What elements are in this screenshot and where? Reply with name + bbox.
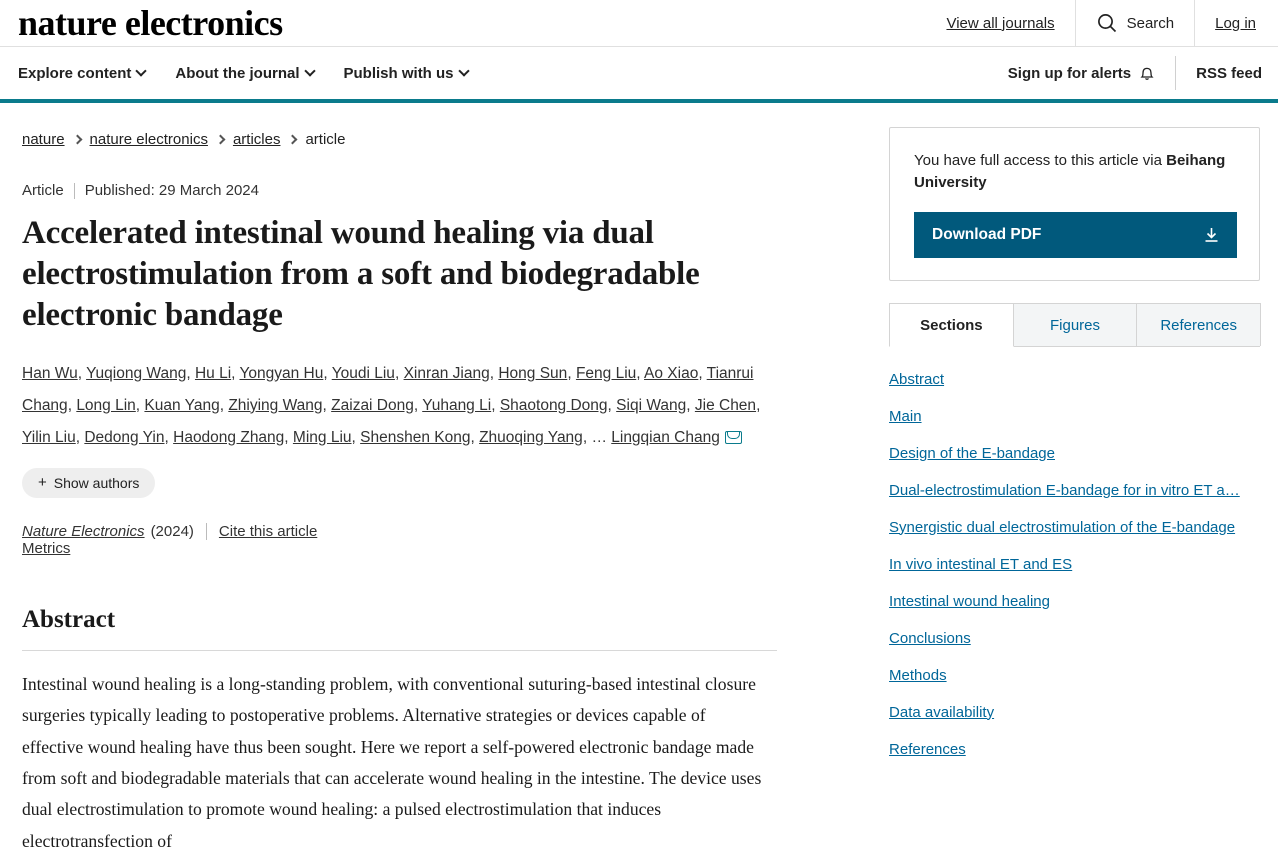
masthead (0, 0, 1278, 47)
site-logo[interactable]: nature electronics (18, 3, 283, 43)
section-link-synergistic-dual-electrostimulation[interactable]: Synergistic dual electrostimulation of the E-bandage (889, 518, 1236, 536)
section-link-data-availability[interactable]: Data availability (889, 703, 995, 721)
author-link[interactable]: Zhuoqing Yang (479, 428, 583, 446)
nav-explore-content[interactable] (18, 65, 145, 82)
article-main-column (18, 103, 871, 857)
author-link[interactable]: Jie Chen (694, 396, 757, 414)
author-link[interactable]: Ao Xiao (644, 364, 699, 382)
section-link-in-vivo-intestinal-et-and-es[interactable]: In vivo intestinal ET and ES (889, 555, 1073, 573)
author-link[interactable]: Haodong Zhang (173, 428, 285, 446)
abstract-text: Intestinal wound healing is a long-standing problem, with conventional suturing-based intestinal closure surgeries typically leading to postoperative problems. Alternative strategies or devices capable of effective wound healing have thus been sought. Here we report a self-powered electronic bandage made from soft and biodegradable materials that can accelerate wound healing in the intestine. The device uses dual electrostimulation to promote wound healing: a pulsed electrostimulation that induces electrotransfection of (22, 673, 762, 851)
journal-name-link[interactable]: Nature Electronics (22, 522, 145, 540)
author-link[interactable]: Hu Li (194, 364, 232, 382)
nav-about-journal[interactable] (175, 65, 313, 82)
access-box (889, 127, 1260, 281)
chevron-down-icon (458, 65, 469, 76)
nav-menu (18, 65, 468, 82)
section-link-methods[interactable]: Methods (889, 666, 947, 684)
page-body (0, 103, 1278, 857)
journal-citation (22, 523, 871, 540)
nav-publish-with-us[interactable] (344, 65, 468, 82)
journal-year: (2024) (150, 522, 194, 540)
show-authors-label: Show authors (53, 474, 140, 491)
author-link[interactable]: Zaizai Dong (331, 396, 414, 414)
tab-figures[interactable]: Figures (1013, 303, 1138, 346)
chevron-right-icon (288, 135, 298, 145)
author-link[interactable]: Long Lin (76, 396, 136, 414)
author-link[interactable]: Xinran Jiang (403, 364, 490, 382)
section-link-design-of-the-e-bandage[interactable]: Design of the E-bandage (889, 444, 1055, 462)
author-list: Han Wu, Yuqiong Wang, Hu Li, Yongyan Hu, Youdi Liu, Xinran Jiang, Hong Sun, Feng Liu, Ao Xiao, Tianrui Chang, Long Lin, Kuan Yang, Zhiying Wang, Zaizai Dong, Yuhang Li, Shaotong Dong, Siqi Wang, Jie Chen, Yilin Liu, Dedong Yin, Haodong Zhang, Ming Liu, Shenshen Kong, Zhuoqing Yang, … Lingqian Chang (22, 364, 761, 446)
meta-divider (74, 183, 75, 199)
plus-icon: + (38, 474, 47, 492)
nav-right-actions (1008, 47, 1262, 99)
authors-ellipsis: … (591, 428, 607, 446)
author-link[interactable]: Yilin Liu (22, 428, 76, 446)
primary-navigation (0, 47, 1278, 103)
author-link[interactable]: Han Wu (22, 364, 78, 382)
citation-divider (206, 523, 207, 540)
page-title: Accelerated intestinal wound healing via dual electrostimulation from a soft and biodegradable electronic bandage (22, 215, 700, 333)
download-pdf-label: Download PDF (932, 225, 1042, 243)
access-statement (914, 150, 1237, 194)
rss-feed-link[interactable]: RSS feed (1175, 56, 1262, 90)
sign-up-alerts-button[interactable] (1008, 65, 1175, 82)
chevron-right-icon (72, 135, 82, 145)
access-statement-prefix: You have full access to this article via (914, 152, 1167, 169)
chevron-right-icon (216, 135, 226, 145)
section-link-main[interactable]: Main (889, 407, 922, 425)
email-icon[interactable] (725, 431, 742, 444)
section-link-conclusions[interactable]: Conclusions (889, 629, 971, 647)
section-link-abstract[interactable]: Abstract (889, 370, 945, 388)
author-link[interactable]: Feng Liu (575, 364, 637, 382)
breadcrumb (22, 131, 871, 148)
author-link[interactable]: Dedong Yin (84, 428, 165, 446)
breadcrumb-item-article: article (305, 131, 346, 148)
nav-explore-content-label: Explore content (18, 64, 132, 82)
view-all-journals-link[interactable]: View all journals (946, 14, 1055, 32)
metrics-link[interactable]: Metrics (22, 539, 71, 557)
tab-sections[interactable]: Sections (889, 303, 1014, 347)
author-link[interactable]: Shenshen Kong (360, 428, 471, 446)
author-link[interactable]: Tianrui Chang (22, 364, 754, 414)
author-link[interactable]: Hong Sun (498, 364, 568, 382)
masthead-actions (926, 0, 1262, 46)
breadcrumb-item-nature-electronics[interactable]: nature electronics (89, 131, 208, 148)
section-link-intestinal-wound-healing[interactable]: Intestinal wound healing (889, 592, 1050, 610)
search-button[interactable] (1075, 0, 1195, 46)
sections-list (889, 361, 1260, 768)
author-link[interactable]: Siqi Wang (616, 396, 687, 414)
breadcrumb-item-articles[interactable]: articles (232, 131, 281, 148)
search-label: Search (1126, 14, 1175, 32)
author-link[interactable]: Kuan Yang (144, 396, 220, 414)
author-link[interactable]: Zhiying Wang (228, 396, 323, 414)
show-authors-button[interactable] (22, 468, 155, 498)
bell-icon (1139, 65, 1155, 82)
access-institution: Beihang University (914, 152, 1226, 191)
article-published-date: Published: 29 March 2024 (84, 182, 259, 199)
article-sidebar (871, 103, 1260, 857)
section-link-references[interactable]: References (889, 740, 966, 758)
author-link[interactable]: Yuhang Li (422, 396, 492, 414)
chevron-down-icon (304, 65, 315, 76)
corresponding-author-link[interactable]: Lingqian Chang (611, 428, 720, 446)
tab-references[interactable]: References (1136, 303, 1261, 346)
download-pdf-button[interactable] (914, 212, 1237, 258)
author-link[interactable]: Youdi Liu (331, 364, 395, 382)
chevron-down-icon (136, 65, 147, 76)
article-meta (22, 182, 871, 199)
sidebar-tabs (889, 303, 1260, 347)
section-link-dual-electrostimulation-e-bandage[interactable]: Dual-electrostimulation E-bandage for in vitro ET a… (889, 481, 1240, 499)
author-link[interactable]: Yuqiong Wang (86, 364, 187, 382)
cite-article-link[interactable]: Cite this article (218, 522, 318, 540)
nav-publish-with-us-label: Publish with us (343, 64, 454, 82)
breadcrumb-item-nature[interactable]: nature (22, 131, 65, 148)
sign-up-alerts-label: Sign up for alerts (1007, 64, 1132, 82)
author-link[interactable]: Ming Liu (292, 428, 352, 446)
search-icon (1096, 12, 1118, 34)
author-link[interactable]: Yongyan Hu (239, 364, 324, 382)
author-link[interactable]: Shaotong Dong (499, 396, 608, 414)
abstract-heading: Abstract (22, 606, 777, 651)
article-type: Article (22, 182, 64, 199)
nav-about-journal-label: About the journal (175, 64, 300, 82)
download-icon (1204, 227, 1219, 243)
login-link[interactable]: Log in (1194, 0, 1262, 46)
